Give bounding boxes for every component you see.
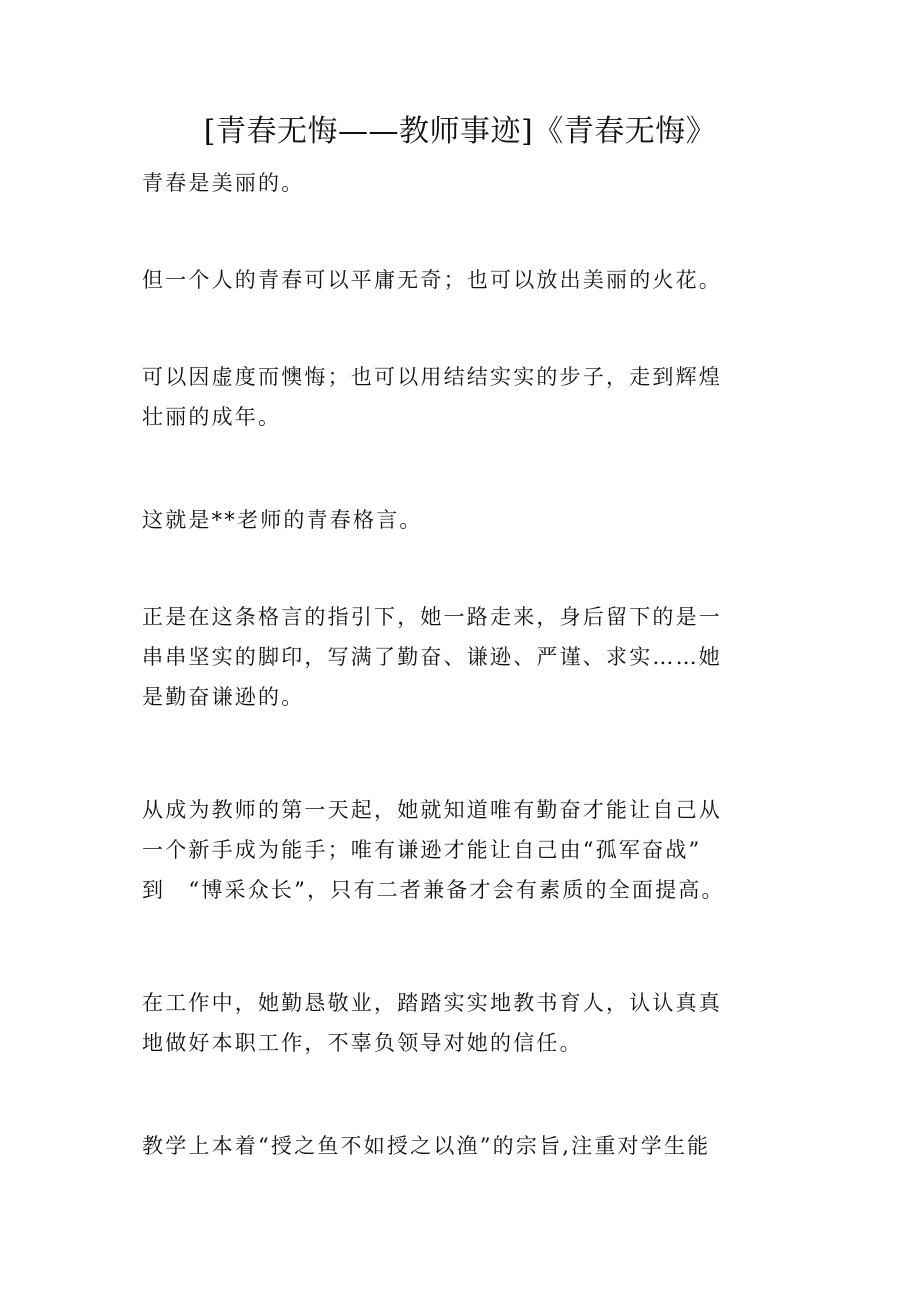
paragraph-1: 青春是美丽的。 xyxy=(142,171,305,195)
paragraph-2: 但一个人的青春可以平庸无奇；也可以放出美丽的火花。 xyxy=(142,268,722,292)
paragraph-4: 这就是**老师的青春格言。 xyxy=(142,508,423,532)
document-title: [青春无悔——教师事迹]《青春无悔》 xyxy=(203,114,717,149)
paragraph-6: 从成为教师的第一天起，她就知道唯有勤奋才能让自己从 一个新手成为能手；唯有谦逊才能让自己由“孤军奋战” 到 “博采众长”，只有二者兼备才会有素质的全面提高。 xyxy=(142,798,725,902)
paragraph-8: 教学上本着“授之鱼不如授之以渔”的宗旨,注重对学生能 xyxy=(142,1134,711,1158)
paragraph-5: 正是在这条格言的指引下，她一路走来，身后留下的是一 串串坚实的脚印，写满了勤奋、谦逊、严谨、求实……她 是勤奋谦逊的。 xyxy=(142,605,722,709)
paragraph-7: 在工作中，她勤恳敬业，踏踏实实地教书育人，认认真真 地做好本职工作，不辜负领导对她的信任。 xyxy=(142,991,722,1055)
paragraph-3: 可以因虚度而懊悔；也可以用结结实实的步子，走到辉煌 壮丽的成年。 xyxy=(142,365,722,429)
